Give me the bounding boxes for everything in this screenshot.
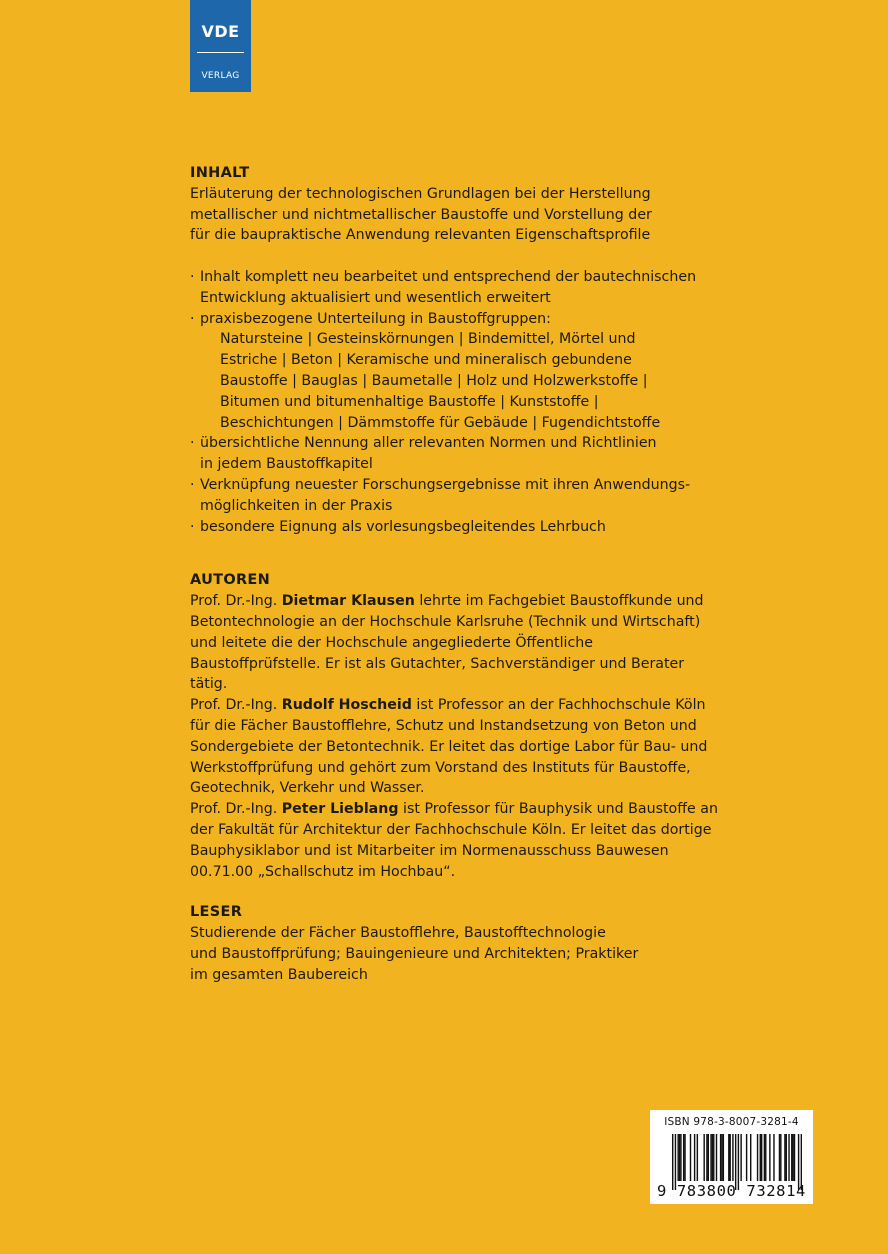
intro-line: für die baupraktische Anwendung relevanten Eigenschaftsprofile — [190, 227, 651, 244]
author-entry — [190, 799, 720, 882]
author-entry — [190, 591, 720, 695]
barcode-bar — [710, 1134, 711, 1181]
barcode-bar — [706, 1134, 707, 1181]
inhalt-bullet-list — [190, 267, 720, 537]
barcode-bar — [683, 1134, 684, 1181]
barcode-bar — [761, 1134, 762, 1181]
bullet-line: Verknüpfung neuester Forschungsergebnisse mit ihren Anwendungs- — [200, 476, 691, 493]
barcode-bar — [694, 1134, 695, 1181]
leser-line: Studierende der Fächer Baustofflehre, Baustofftechnologie — [190, 925, 606, 942]
author-name: Peter Lieblang — [281, 801, 399, 818]
isbn-digits: 9 783800 732814 — [657, 1182, 806, 1200]
bullet-symbol: · — [190, 518, 195, 535]
leser-line: und Baustoffprüfung; Bauingenieure und Architekten; Praktiker — [190, 945, 639, 962]
barcode-bar — [721, 1134, 722, 1181]
barcode-bar — [794, 1134, 795, 1181]
bullet-line: in jedem Baustoffkapitel — [200, 456, 373, 473]
barcode-bar — [708, 1134, 709, 1181]
bullet-subline: Baustoffe | Bauglas | Baumetalle | Holz und Holzwerkstoffe | — [220, 372, 648, 389]
barcode-bar — [677, 1134, 678, 1181]
barcode-bar — [679, 1134, 680, 1181]
barcode-bar — [786, 1134, 787, 1181]
logo-sub: VERLAG — [201, 71, 240, 81]
barcode-bar — [720, 1134, 721, 1181]
barcode-bar — [703, 1134, 704, 1181]
bullet-subline: Estriche | Beton | Keramische und mineralisch gebundene — [220, 352, 632, 369]
list-item — [190, 309, 720, 434]
barcode-bar — [750, 1134, 751, 1181]
section-heading-leser: LESER — [190, 904, 243, 921]
isbn-label: ISBN 978-3-8007-3281-4 — [664, 1116, 799, 1128]
list-item — [190, 475, 720, 517]
list-item — [190, 517, 720, 538]
author-name: Rudolf Hoscheid — [281, 697, 412, 714]
barcode-bar — [757, 1134, 758, 1181]
barcode-bar — [713, 1134, 714, 1181]
barcode-bar — [780, 1134, 781, 1181]
barcode-bar — [765, 1134, 766, 1181]
barcode-bar — [791, 1134, 792, 1181]
isbn-barcode-box — [650, 1110, 813, 1204]
author-title: Prof. Dr.-Ing. — [190, 593, 282, 610]
author-bio: lehrte im Fachgebiet Baustoffkunde und Betontechnologie an der Hochschule Karlsruhe (Technik und Wirtschaft) und leitete die der Hochschule angegliederte Öffentliche Baustoffprüfstelle. Er ist als Gutachter, Sachverständiger und Berater tätig. — [190, 593, 704, 693]
author-title: Prof. Dr.-Ing. — [190, 697, 282, 714]
barcode-bar — [764, 1134, 765, 1181]
bullet-subline: Bitumen und bitumenhaltige Baustoffe | Kunststoffe | — [220, 393, 599, 410]
bullet-line: besondere Eignung als vorlesungsbegleitendes Lehrbuch — [200, 518, 606, 535]
author-bio: ist Professor für Bauphysik und Baustoffe an der Fakultät für Architektur der Fachhochschule Köln. Er leitet das dortige Bauphysiklabor und ist Mitarbeiter im Normenausschuss Bauwesen 00.71.00 „Schallschutz im Hochbau“. — [190, 801, 718, 880]
barcode-bar — [784, 1134, 785, 1181]
leser-line: im gesamten Baubereich — [190, 966, 368, 983]
barcode-bar — [716, 1134, 717, 1181]
barcode-bar — [684, 1134, 685, 1181]
author-title: Prof. Dr.-Ing. — [190, 801, 282, 818]
intro-line: Erläuterung der technologischen Grundlagen bei der Herstellung — [190, 185, 651, 202]
barcode-bar — [732, 1134, 733, 1181]
bullet-symbol: · — [190, 268, 195, 285]
bullet-subline: Natursteine | Gesteinskörnungen | Bindemittel, Mörtel und — [220, 331, 636, 348]
bullet-line: übersichtliche Nennung aller relevanten Normen und Richtlinien — [200, 435, 657, 452]
barcode-bar — [680, 1134, 681, 1181]
barcode-bar — [697, 1134, 698, 1181]
logo-brand: VDE — [201, 22, 240, 41]
back-cover-text — [190, 163, 720, 985]
leser-text — [190, 923, 720, 985]
bullet-line: Inhalt komplett neu bearbeitet und entsprechend der bautechnischen — [200, 268, 697, 285]
list-item — [190, 433, 720, 475]
barcode-bar — [769, 1134, 770, 1181]
barcode-bar — [690, 1134, 691, 1181]
author-bio: ist Professor an der Fachhochschule Köln für die Fächer Baustofflehre, Schutz und Instandsetzung von Beton und Sondergebiete der Betontechnik. Er leitet das dortige Labor für Bau- und Werkstoffprüfung und gehört zum Vorstand des Instituts für Baustoffe, Geotechnik, Verkehr und Wasser. — [190, 697, 708, 797]
barcode-bar — [792, 1134, 793, 1181]
bullet-symbol: · — [190, 476, 195, 493]
logo-rule — [197, 52, 244, 53]
intro-line: metallischer und nichtmetallischer Baustoffe und Vorstellung der — [190, 206, 652, 223]
barcode-bar — [788, 1134, 789, 1181]
barcode-bar — [729, 1134, 730, 1181]
barcode-bar — [760, 1134, 761, 1181]
bullet-subline: Beschichtungen | Dämmstoffe für Gebäude | Fugendichtstoffe — [220, 414, 661, 431]
barcode-bar — [728, 1134, 729, 1181]
bullet-symbol: · — [190, 310, 195, 327]
bullet-line: praxisbezogene Unterteilung in Baustoffgruppen: — [200, 310, 551, 327]
bullet-line: möglichkeiten in der Praxis — [200, 497, 393, 514]
bullet-line: Entwicklung aktualisiert und wesentlich erweitert — [200, 289, 551, 306]
barcode-bar — [746, 1134, 747, 1181]
bullet-symbol: · — [190, 435, 195, 452]
section-heading-inhalt: INHALT — [190, 165, 250, 181]
section-heading-autoren: AUTOREN — [190, 572, 271, 589]
barcode-bar — [723, 1134, 724, 1181]
barcode-bar — [712, 1134, 713, 1181]
barcode-bar — [779, 1134, 780, 1181]
author-entry — [190, 695, 720, 799]
author-name: Dietmar Klausen — [281, 593, 415, 610]
list-item — [190, 267, 720, 309]
vde-verlag-logo — [190, 0, 251, 92]
barcode-bar — [773, 1134, 774, 1181]
inhalt-intro — [190, 184, 720, 246]
barcode-bar — [740, 1134, 741, 1181]
